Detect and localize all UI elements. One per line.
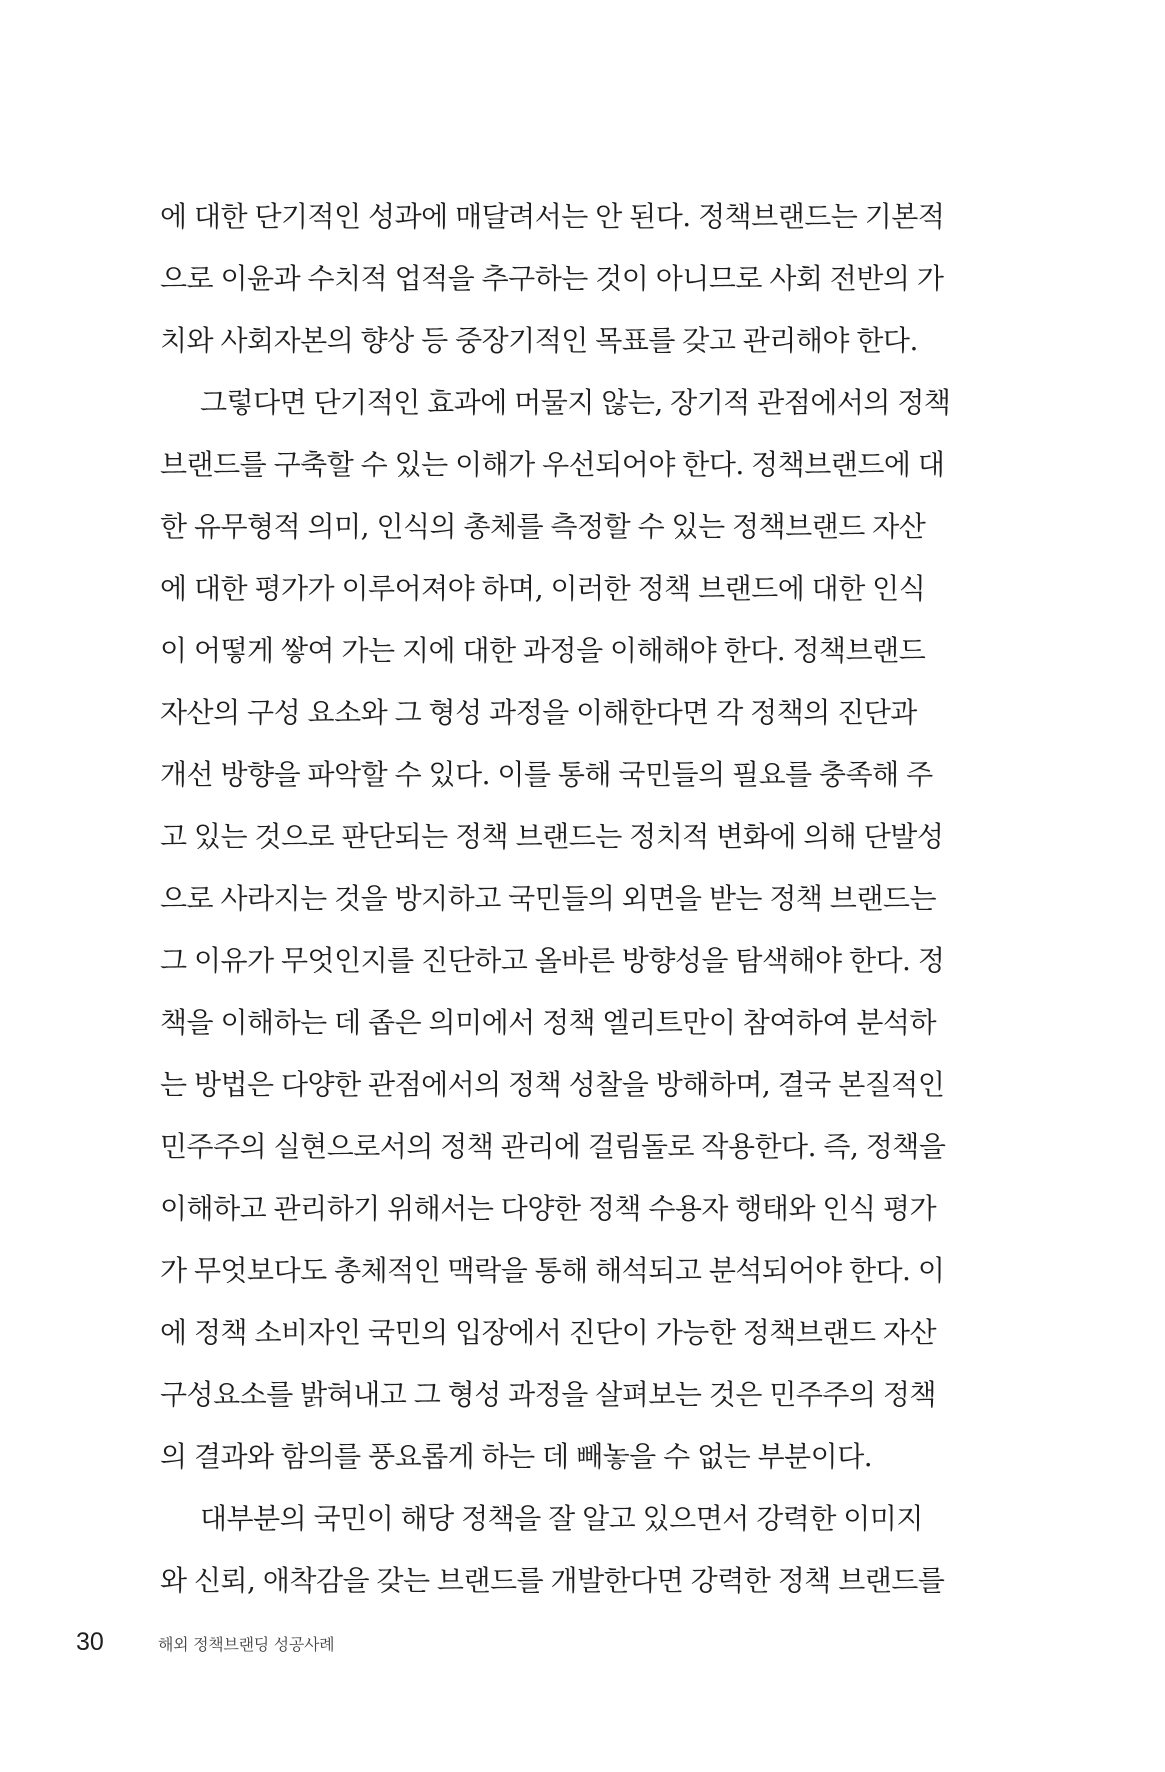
text-line: 에 대한 단기적인 성과에 매달려서는 안 된다. 정책브랜드는 기본적 [160,200,945,233]
text-line: 이 어떻게 쌓여 가는 지에 대한 과정을 이해해야 한다. 정책브랜드 [160,634,926,667]
text-line: 한 유무형적 의미, 인식의 총체를 측정할 수 있는 정책브랜드 자산 [160,510,926,543]
text-line: 의 결과와 함의를 풍요롭게 하는 데 빼놓을 수 없는 부분이다. [160,1440,873,1473]
text-line: 와 신뢰, 애착감을 갖는 브랜드를 개발한다면 강력한 정책 브랜드를 [160,1564,945,1597]
running-title: 해외 정책브랜딩 성공사례 [158,1635,335,1654]
text-line: 치와 사회자본의 향상 등 중장기적인 목표를 갖고 관리해야 한다. [160,324,918,357]
text-line: 에 대한 평가가 이루어져야 하며, 이러한 정책 브랜드에 대한 인식 [160,572,926,605]
page-number: 30 [76,1628,104,1656]
text-line: 이해하고 관리하기 위해서는 다양한 정책 수용자 행태와 인식 평가 [160,1192,937,1225]
text-line: 는 방법은 다양한 관점에서의 정책 성찰을 방해하며, 결국 본질적인 [160,1068,945,1101]
text-line: 자산의 구성 요소와 그 형성 과정을 이해한다면 각 정책의 진단과 [160,696,917,729]
body-text [160,186,992,1612]
paragraph-start-line: 대부분의 국민이 해당 정책을 잘 알고 있으면서 강력한 이미지 [200,1502,923,1535]
text-line: 그 이유가 무엇인지를 진단하고 올바른 방향성을 탐색해야 한다. 정 [160,944,945,977]
text-line: 구성요소를 밝혀내고 그 형성 과정을 살펴보는 것은 민주주의 정책 [160,1378,937,1411]
page-footer [76,1628,334,1660]
text-line: 브랜드를 구축할 수 있는 이해가 우선되어야 한다. 정책브랜드에 대 [160,448,945,481]
text-line: 민주주의 실현으로서의 정책 관리에 걸림돌로 작용한다. 즉, 정책을 [160,1130,946,1163]
text-line: 고 있는 것으로 판단되는 정책 브랜드는 정치적 변화에 의해 단발성 [160,820,944,853]
text-line: 가 무엇보다도 총체적인 맥락을 통해 해석되고 분석되어야 한다. 이 [160,1254,945,1287]
text-line: 에 정책 소비자인 국민의 입장에서 진단이 가능한 정책브랜드 자산 [160,1316,937,1349]
paragraph-start-line: 그렇다면 단기적인 효과에 머물지 않는, 장기적 관점에서의 정책 [200,386,951,419]
text-line: 으로 사라지는 것을 방지하고 국민들의 외면을 받는 정책 브랜드는 [160,882,937,915]
text-line: 책을 이해하는 데 좁은 의미에서 정책 엘리트만이 참여하여 분석하 [160,1006,937,1039]
text-line: 개선 방향을 파악할 수 있다. 이를 통해 국민들의 필요를 충족해 주 [160,758,933,791]
text-line: 으로 이윤과 수치적 업적을 추구하는 것이 아니므로 사회 전반의 가 [160,262,944,295]
